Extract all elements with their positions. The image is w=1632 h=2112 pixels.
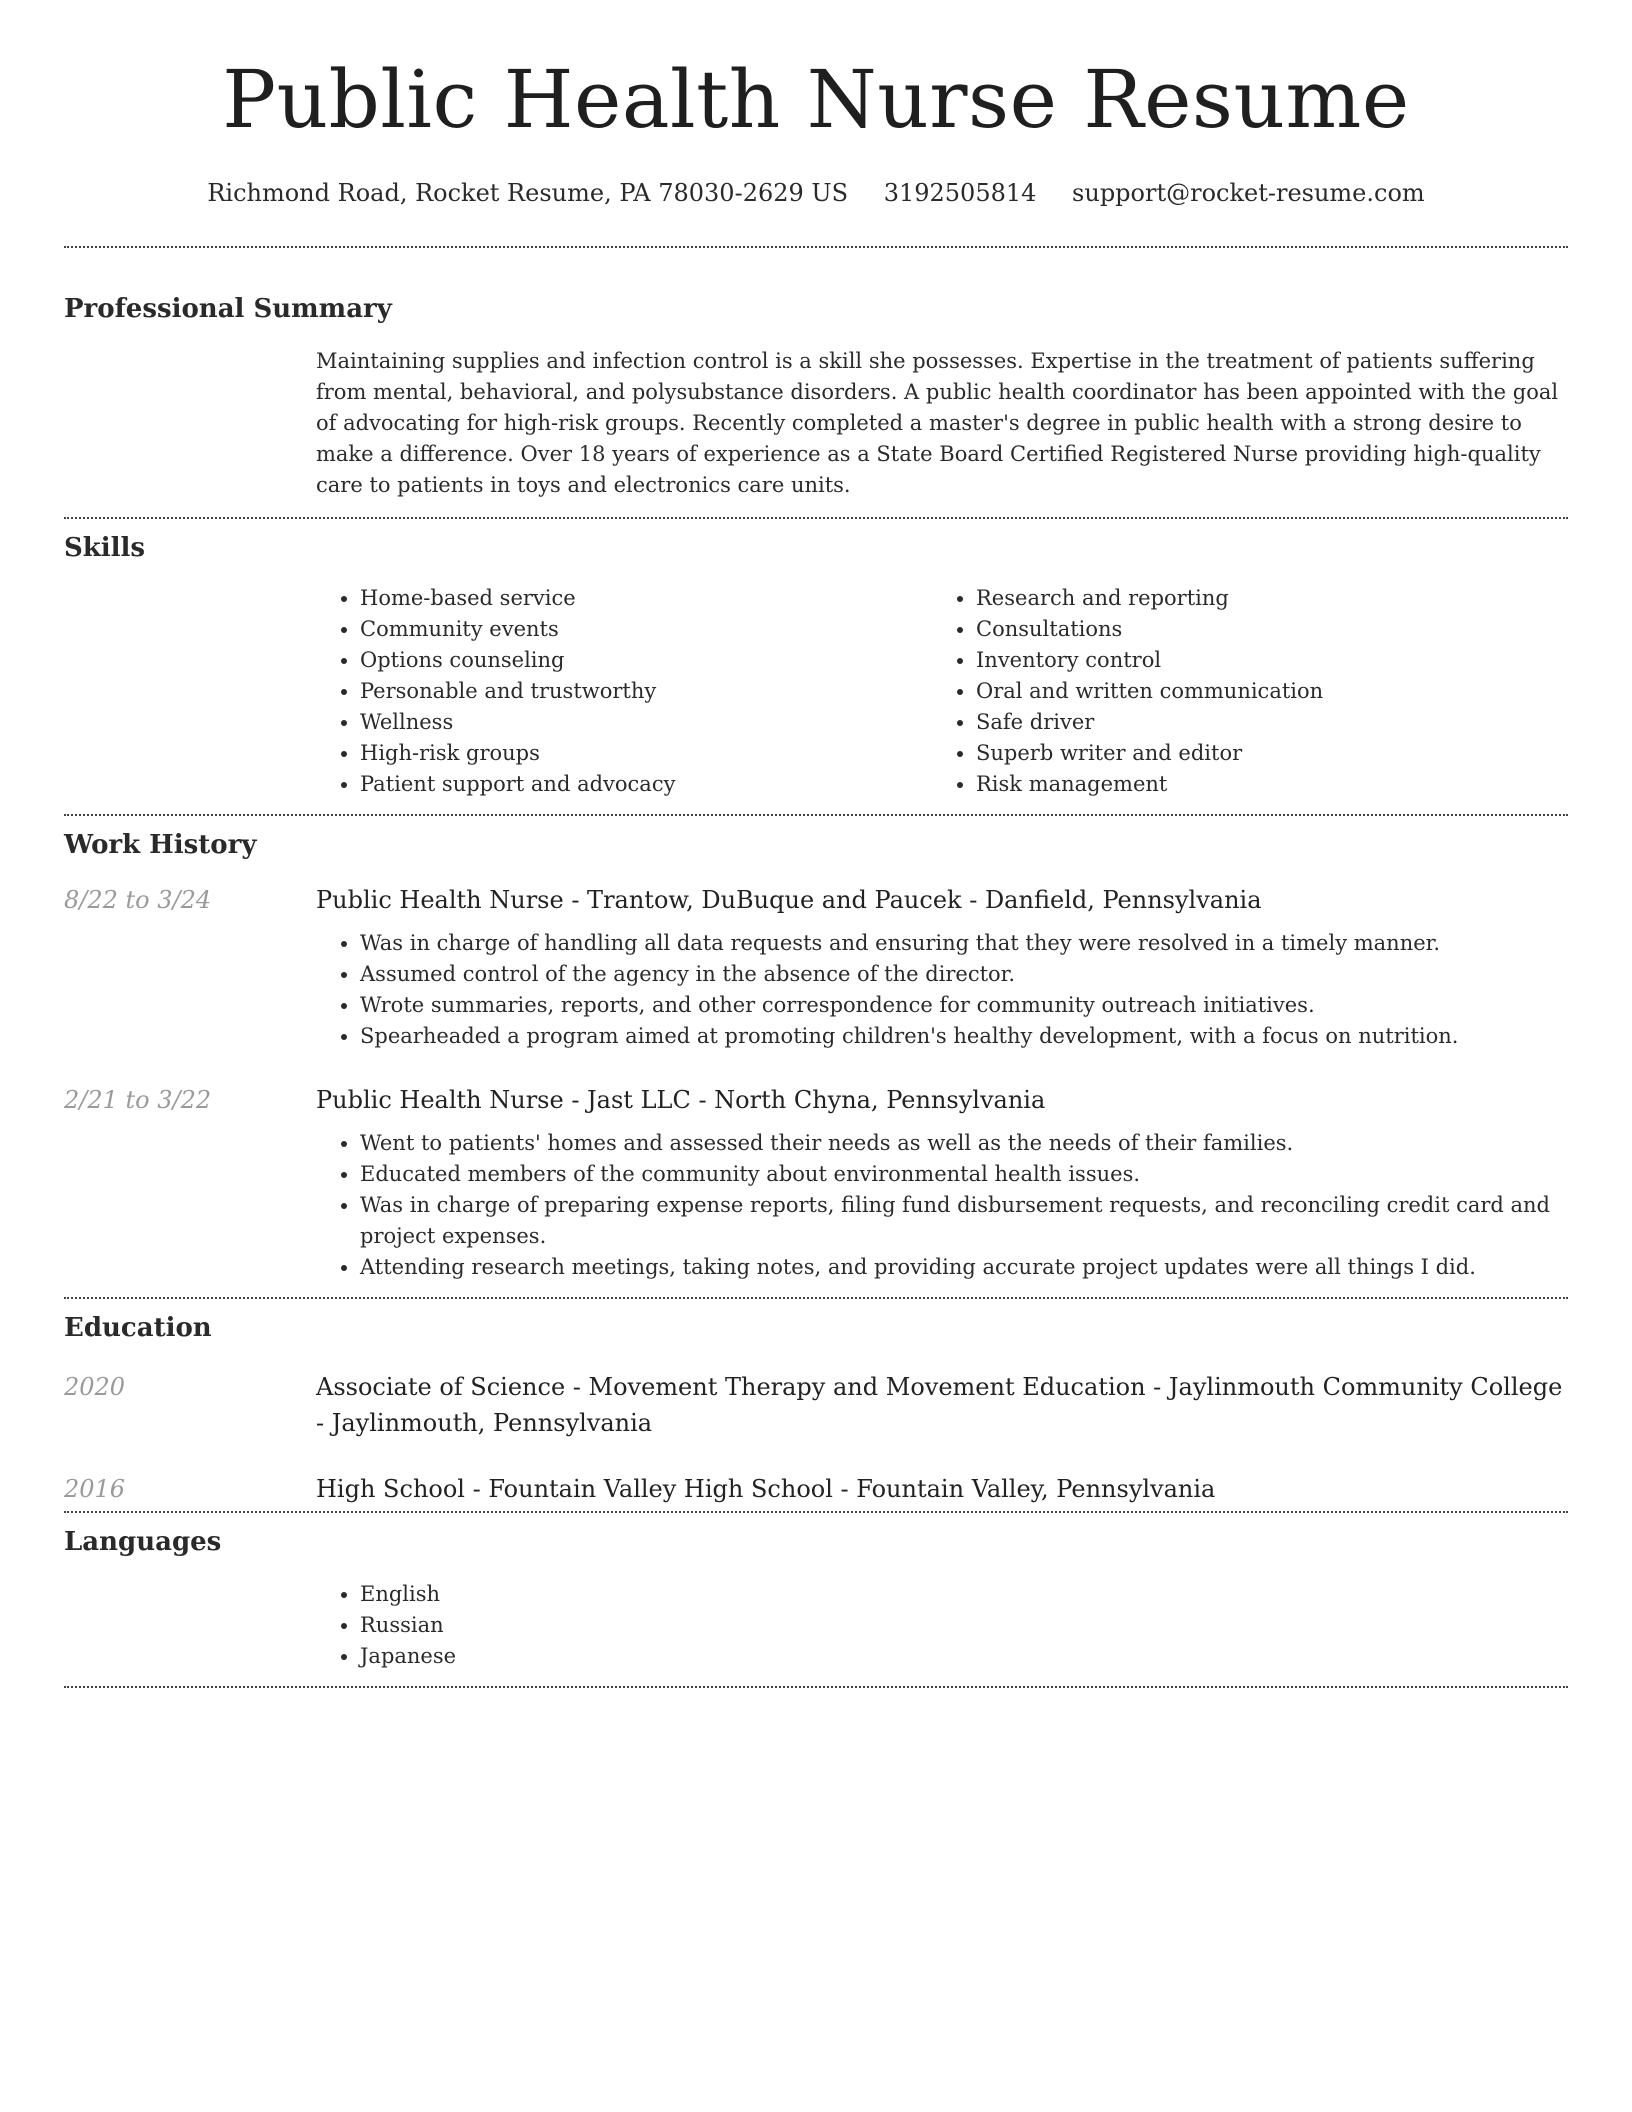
languages-section bbox=[64, 1513, 1568, 1686]
education-content bbox=[316, 1471, 1568, 1507]
job-dates: 8/22 to 3/24 bbox=[64, 886, 212, 914]
languages-list-wrap bbox=[316, 1579, 1568, 1686]
divider bbox=[64, 1686, 1568, 1688]
education-section bbox=[64, 1299, 1568, 1511]
job-bullet: • Attending research meetings, taking notes, and providing accurate project updates were all things I did. bbox=[360, 1252, 1568, 1283]
job-entry bbox=[64, 1082, 1568, 1297]
skill-item: • High-risk groups bbox=[360, 738, 932, 769]
skills-column-right bbox=[932, 583, 1548, 800]
job-bullet: • Wrote summaries, reports, and other correspondence for community outreach initiatives. bbox=[360, 990, 1568, 1021]
language-item: • Russian bbox=[360, 1610, 1568, 1641]
language-item: • Japanese bbox=[360, 1641, 1568, 1672]
skill-item: • Inventory control bbox=[976, 645, 1548, 676]
skills-heading: Skills bbox=[64, 533, 146, 563]
summary-heading: Professional Summary bbox=[64, 294, 392, 324]
skills-section bbox=[64, 519, 1568, 814]
education-entry bbox=[64, 1369, 1568, 1441]
skill-item: • Superb writer and editor bbox=[976, 738, 1548, 769]
education-heading: Education bbox=[64, 1313, 212, 1343]
contact-address: Richmond Road, Rocket Resume, PA 78030-2629 US bbox=[207, 179, 849, 207]
skill-item: • Wellness bbox=[360, 707, 932, 738]
contact-email: support@rocket-resume.com bbox=[1072, 179, 1425, 207]
summary-section bbox=[64, 248, 1568, 517]
job-bullet: • Was in charge of handling all data requests and ensuring that they were resolved in a timely manner. bbox=[360, 928, 1568, 959]
summary-text: Maintaining supplies and infection control is a skill she possesses. Expertise in the treatment of patients suffering from mental, behavioral, and polysubstance disorders. A public health coordinator has been appointed with the goal of advocating for high-risk groups. Recently completed a master's degree in public health with a strong desire to make a difference. Over 18 years of experience as a State Board Certified Registered Nurse providing high-quality care to patients in toys and electronics care units. bbox=[316, 349, 1559, 497]
job-bullet: • Was in charge of preparing expense reports, filing fund disbursement requests, and reconciling credit card and project expenses. bbox=[360, 1190, 1568, 1252]
contact-phone: 3192505814 bbox=[883, 179, 1037, 207]
job-dates: 2/21 to 3/22 bbox=[64, 1086, 212, 1114]
education-year: 2020 bbox=[64, 1373, 126, 1401]
job-entry bbox=[64, 882, 1568, 1052]
skill-item: • Consultations bbox=[976, 614, 1548, 645]
contact-line bbox=[64, 176, 1568, 210]
skill-item: • Patient support and advocacy bbox=[360, 769, 932, 800]
skill-item: • Safe driver bbox=[976, 707, 1548, 738]
job-bullet: • Spearheaded a program aimed at promoting children's healthy development, with a focus on nutrition. bbox=[360, 1021, 1568, 1052]
job-content bbox=[316, 882, 1568, 1052]
skills-list-right bbox=[932, 583, 1548, 800]
work-history-heading: Work History bbox=[64, 830, 257, 860]
education-entry bbox=[64, 1471, 1568, 1511]
job-bullets bbox=[316, 928, 1568, 1052]
languages-heading: Languages bbox=[64, 1527, 222, 1557]
skill-item: • Options counseling bbox=[360, 645, 932, 676]
skill-item: • Oral and written communication bbox=[976, 676, 1548, 707]
education-year: 2016 bbox=[64, 1475, 126, 1503]
skills-column-left bbox=[316, 583, 932, 800]
skill-item: • Research and reporting bbox=[976, 583, 1548, 614]
job-bullet: • Assumed control of the agency in the absence of the director. bbox=[360, 959, 1568, 990]
skill-item: • Personable and trustworthy bbox=[360, 676, 932, 707]
education-headline: High School - Fountain Valley High School - Fountain Valley, Pennsylvania bbox=[316, 1475, 1216, 1503]
skills-list-left bbox=[316, 583, 932, 800]
education-headline: Associate of Science - Movement Therapy and Movement Education - Jaylinmouth Community College - Jaylinmouth, Pennsylvania bbox=[316, 1373, 1563, 1437]
skill-item: • Home-based service bbox=[360, 583, 932, 614]
job-bullet: • Educated members of the community about environmental health issues. bbox=[360, 1159, 1568, 1190]
job-bullet: • Went to patients' homes and assessed their needs as well as the needs of their families. bbox=[360, 1128, 1568, 1159]
job-headline: Public Health Nurse - Jast LLC - North Chyna, Pennsylvania bbox=[316, 1086, 1046, 1114]
skills-columns bbox=[316, 583, 1568, 814]
page-title: Public Health Nurse Resume bbox=[222, 53, 1410, 146]
languages-list bbox=[316, 1579, 1568, 1686]
job-headline: Public Health Nurse - Trantow, DuBuque and Paucek - Danfield, Pennsylvania bbox=[316, 886, 1262, 914]
work-history-section bbox=[64, 816, 1568, 1297]
education-content bbox=[316, 1369, 1568, 1441]
language-item: • English bbox=[360, 1579, 1568, 1610]
job-bullets bbox=[316, 1128, 1568, 1283]
skill-item: • Risk management bbox=[976, 769, 1548, 800]
job-content bbox=[316, 1082, 1568, 1283]
skill-item: • Community events bbox=[360, 614, 932, 645]
